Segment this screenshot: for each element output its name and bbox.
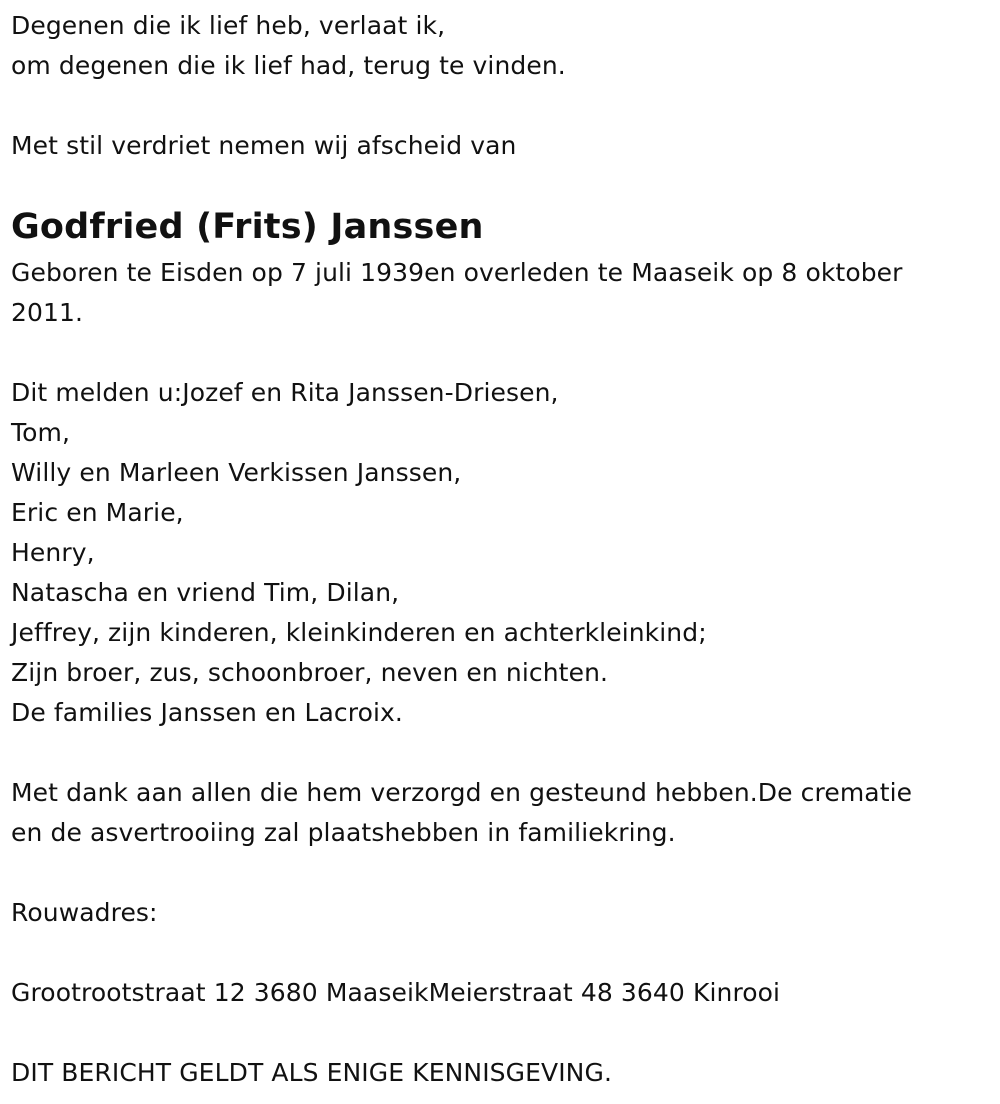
deceased-name: Godfried (Frits) Janssen	[11, 207, 484, 247]
thanks-line-2: en de asvertrooiing zal plaatshebben in familiekring.	[11, 818, 676, 847]
family-line: Eric en Marie,	[11, 498, 184, 527]
notice-text: DIT BERICHT GELDT ALS ENIGE KENNISGEVING.	[11, 1058, 612, 1087]
family-line: Jeffrey, zijn kinderen, kleinkinderen en achterkleinkind;	[11, 618, 707, 647]
birth-death-line-2: 2011.	[11, 298, 84, 327]
family-line: De families Janssen en Lacroix.	[11, 698, 403, 727]
family-line: Natascha en vriend Tim, Dilan,	[11, 578, 400, 607]
family-line: Dit melden u:Jozef en Rita Janssen-Driesen,	[11, 378, 559, 407]
poem-line-2: om degenen die ik lief had, terug te vinden.	[11, 51, 566, 80]
family-line: Henry,	[11, 538, 95, 567]
family-line: Tom,	[11, 418, 71, 447]
thanks-line-1: Met dank aan allen die hem verzorgd en gesteund hebben.De crematie	[11, 778, 913, 807]
address-label: Rouwadres:	[11, 898, 158, 927]
address-value: Grootrootstraat 12 3680 MaaseikMeierstraat 48 3640 Kinrooi	[11, 978, 781, 1007]
family-line: Willy en Marleen Verkissen Janssen,	[11, 458, 462, 487]
family-line: Zijn broer, zus, schoonbroer, neven en nichten.	[11, 658, 609, 687]
birth-death-line-1: Geboren te Eisden op 7 juli 1939en overleden te Maaseik op 8 oktober	[11, 258, 903, 287]
intro-text: Met stil verdriet nemen wij afscheid van	[11, 131, 517, 160]
poem-line-1: Degenen die ik lief heb, verlaat ik,	[11, 11, 446, 40]
